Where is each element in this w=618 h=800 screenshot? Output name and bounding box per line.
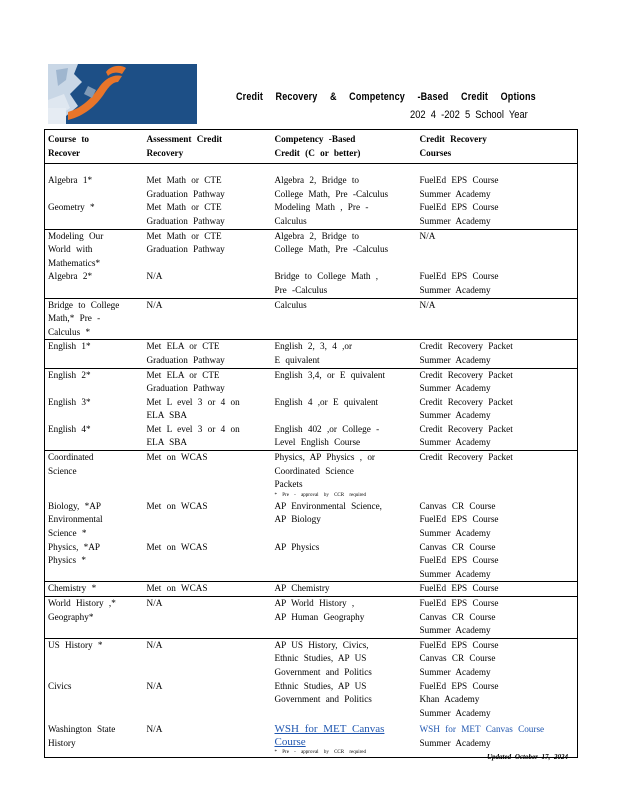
district-logo <box>48 64 197 124</box>
pre-approval-note: * Pre - approval by CCR required <box>274 492 366 498</box>
table-row: English 1* Met ELA or CTE Graduation Pathway English 2, 3, 4 ,or E quivalent Credit Recovery Packet Summer Academy <box>45 340 578 368</box>
table-row: English 2* Met ELA or CTE Graduation Pathway English 3,4, or E quivalent Credit Recovery Packet Summer Academy <box>45 368 578 396</box>
table-header-row <box>45 130 578 164</box>
table-row: Modeling Our World with Mathematics* Met Math or CTE Graduation Pathway Algebra 2, Bridge to College Math, Pre -Calculus N/A <box>45 229 578 270</box>
table-row: US History * N/A AP US History, Civics, Ethnic Studies, AP US Government and Politics FuelEd EPS Course Canvas CR Course Summer Academy <box>45 638 578 679</box>
pre-approval-note: * Pre - approval by CCR required <box>274 750 366 756</box>
header-course: Course to Recover <box>45 130 144 164</box>
table-row: Coordinated Science Met on WCAS Physics, AP Physics , or Coordinated Science Packets * Pre - approval by CCR required Credit Recovery Packet <box>45 451 578 500</box>
wsh-canvas-course-link-2[interactable]: WSH for MET Canvas Course <box>419 724 545 735</box>
table-row: English 4* Met L evel 3 or 4 on ELA SBA English 402 ,or College - Level English Course Credit Recovery Packet Summer Academy <box>45 423 578 451</box>
wsh-canvas-course-link[interactable]: WSH for MET Canvas Course <box>274 723 385 749</box>
header-competency: Competency -Based Credit (C or better) <box>272 130 417 164</box>
table-row: English 3* Met L evel 3 or 4 on ELA SBA English 4 ,or E quivalent Credit Recovery Packet Summer Academy <box>45 396 578 423</box>
table-row: Physics, *AP Physics * Met on WCAS AP Physics Canvas CR Course FuelEd EPS Course Summer Academy <box>45 541 578 582</box>
table-row: Algebra 2* N/A Bridge to College Math , Pre -Calculus FuelEd EPS Course Summer Academy <box>45 270 578 298</box>
credit-options-table-wrapper <box>44 129 577 758</box>
page-title: Credit Recovery & Competency -Based Credit Options <box>236 91 536 103</box>
table-row: World History ,* Geography* N/A AP World History , AP Human Geography FuelEd EPS Course Canvas CR Course Summer Academy <box>45 597 578 639</box>
credit-options-table <box>44 129 578 758</box>
page-subtitle: 202 4 -202 5 School Year <box>410 109 528 121</box>
table-row: Algebra 1* Met Math or CTE Graduation Pathway Algebra 2, Bridge to College Math, Pre -Calculus FuelEd EPS Course Summer Academy <box>45 164 578 202</box>
table-row: Bridge to College Math,* Pre - Calculus * N/A Calculus N/A <box>45 298 578 340</box>
table-row: Geometry * Met Math or CTE Graduation Pathway Modeling Math , Pre - Calculus FuelEd EPS Course Summer Academy <box>45 201 578 229</box>
header-recovery: Credit Recovery Courses <box>417 130 578 164</box>
updated-date: Updated October 17, 2024 <box>487 753 569 761</box>
table-row: Chemistry * Met on WCAS AP Chemistry FuelEd EPS Course <box>45 582 578 597</box>
table-row: Civics N/A Ethnic Studies, AP US Government and Politics FuelEd EPS Course Khan Academy Summer Academy <box>45 680 578 721</box>
logo-graphic <box>48 64 197 124</box>
table-row: Washington State History N/A WSH for MET Canvas Course * Pre - approval by CCR required WSH for MET Canvas Course Summer Academy <box>45 720 578 758</box>
table-row: Biology, *AP Environmental Science * Met on WCAS AP Environmental Science, AP Biology Canvas CR Course FuelEd EPS Course Summer Academy <box>45 500 578 541</box>
header-assessment: Assessment Credit Recovery <box>144 130 272 164</box>
